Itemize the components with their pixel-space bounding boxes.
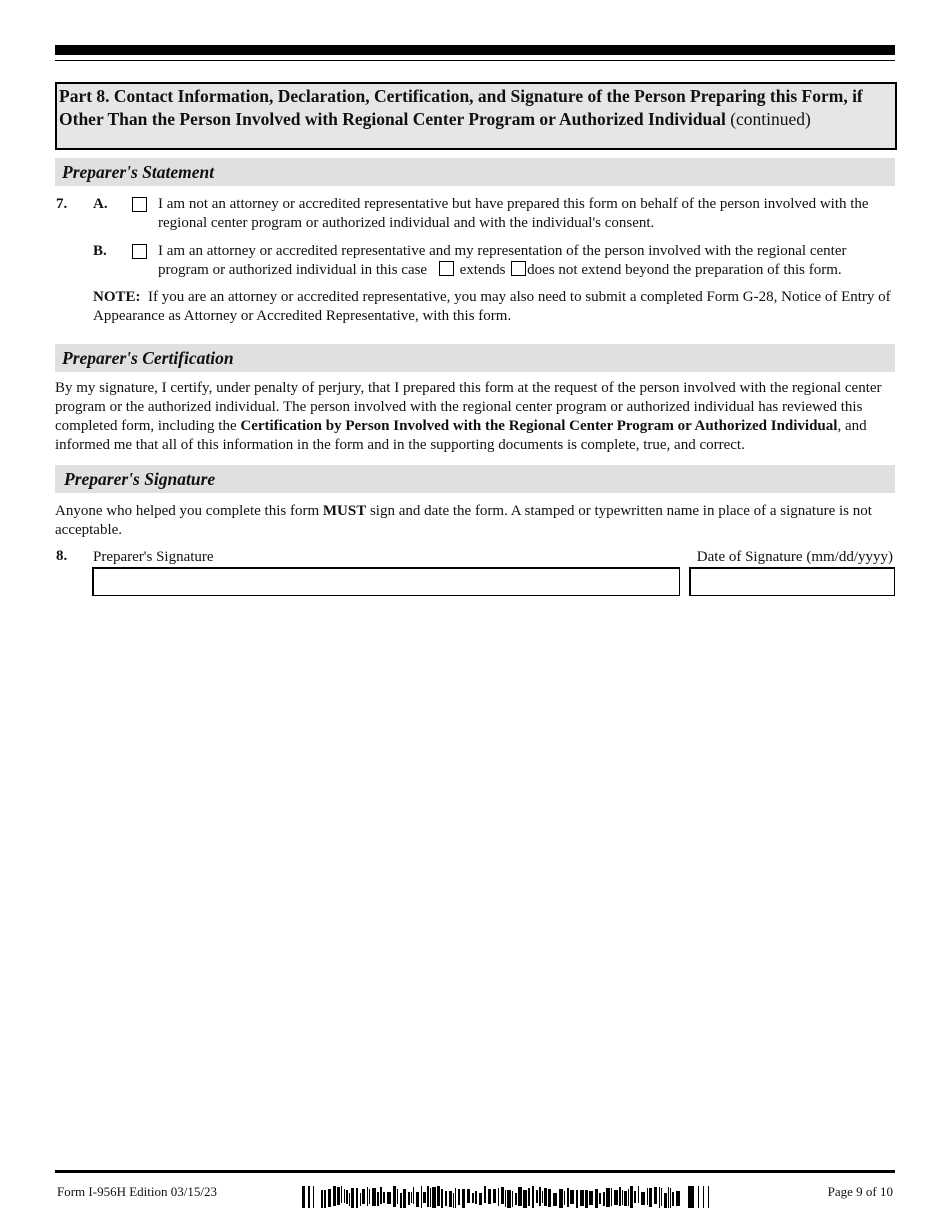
date-field[interactable] bbox=[689, 567, 895, 596]
item-number-7: 7. bbox=[56, 196, 68, 212]
statement-heading: Preparer's Statement bbox=[55, 158, 895, 186]
option-a-checkbox[interactable] bbox=[132, 197, 147, 212]
part-title-suffix: (continued) bbox=[725, 108, 811, 129]
extends-label: extends bbox=[459, 262, 506, 278]
footer-rule bbox=[55, 1170, 895, 1173]
option-b-checkbox[interactable] bbox=[132, 244, 147, 259]
part-title: Part 8. Contact Information, Declaration, Certification, and Signature of the Person Preparing this Form, if Other Than the Person Involved with Regional Center Program or Authorized Individual bbox=[59, 86, 863, 129]
form-edition: Form I-956H Edition 03/15/23 bbox=[57, 1184, 217, 1199]
item-number-8: 8. bbox=[56, 548, 68, 564]
note-text: If you are an attorney or accredited representative, you may also need to submit a completed Form G-28, Notice of Entry of Appearance as Attorney or Accredited Representative, with this form. bbox=[93, 289, 891, 324]
signature-field[interactable] bbox=[92, 567, 680, 596]
option-b-text bbox=[158, 242, 895, 280]
date-label: Date of Signature (mm/dd/yyyy) bbox=[696, 549, 893, 565]
option-a-letter: A. bbox=[93, 196, 108, 212]
top-rule bbox=[55, 45, 895, 55]
note-label: NOTE: bbox=[93, 289, 141, 305]
form-page bbox=[55, 0, 895, 1230]
not-extend-checkbox[interactable] bbox=[511, 261, 526, 276]
option-b-text-main: I am an attorney or accredited representative and my representation of the person involved with the regional center program or authorized individual in this case bbox=[158, 243, 847, 278]
option-a-text: I am not an attorney or accredited representative but have prepared this form on behalf of the person involved with the regional center program or authorized individual and with the individual's consent. bbox=[158, 196, 869, 231]
certification-text-1: By my signature, I certify, under penalty of perjury, that I prepared this form at the request of the person involved with the regional center program or the authorized individual. The person involved with the regional center program or authorized individual has reviewed this completed form, including the bbox=[55, 380, 882, 434]
top-rule-thin bbox=[55, 60, 895, 61]
not-extend-label: does not extend beyond the preparation of this form. bbox=[527, 262, 842, 278]
signature-text-2: sign and date the form. A stamped or typewritten name in place of a signature is not acceptable. bbox=[55, 503, 872, 538]
extends-checkbox[interactable] bbox=[439, 261, 454, 276]
part-header bbox=[55, 82, 897, 150]
signature-text-1: Anyone who helped you complete this form bbox=[55, 503, 323, 519]
certification-text bbox=[55, 379, 895, 455]
signature-heading: Preparer's Signature bbox=[55, 465, 895, 493]
signature-text bbox=[55, 502, 895, 540]
certification-text-bold: Certification by Person Involved with the Regional Center Program or Authorized Individual bbox=[240, 418, 838, 434]
certification-heading: Preparer's Certification bbox=[55, 344, 895, 372]
signature-text-bold: MUST bbox=[322, 503, 367, 519]
page-number: Page 9 of 10 bbox=[827, 1184, 893, 1199]
note bbox=[93, 288, 893, 326]
signature-label: Preparer's Signature bbox=[93, 549, 214, 565]
option-b-letter: B. bbox=[93, 243, 107, 259]
certification-text-2: , and informed me that all of this information in the form and in the supporting documents is complete, true, and correct. bbox=[55, 418, 867, 453]
barcode bbox=[302, 1186, 712, 1208]
